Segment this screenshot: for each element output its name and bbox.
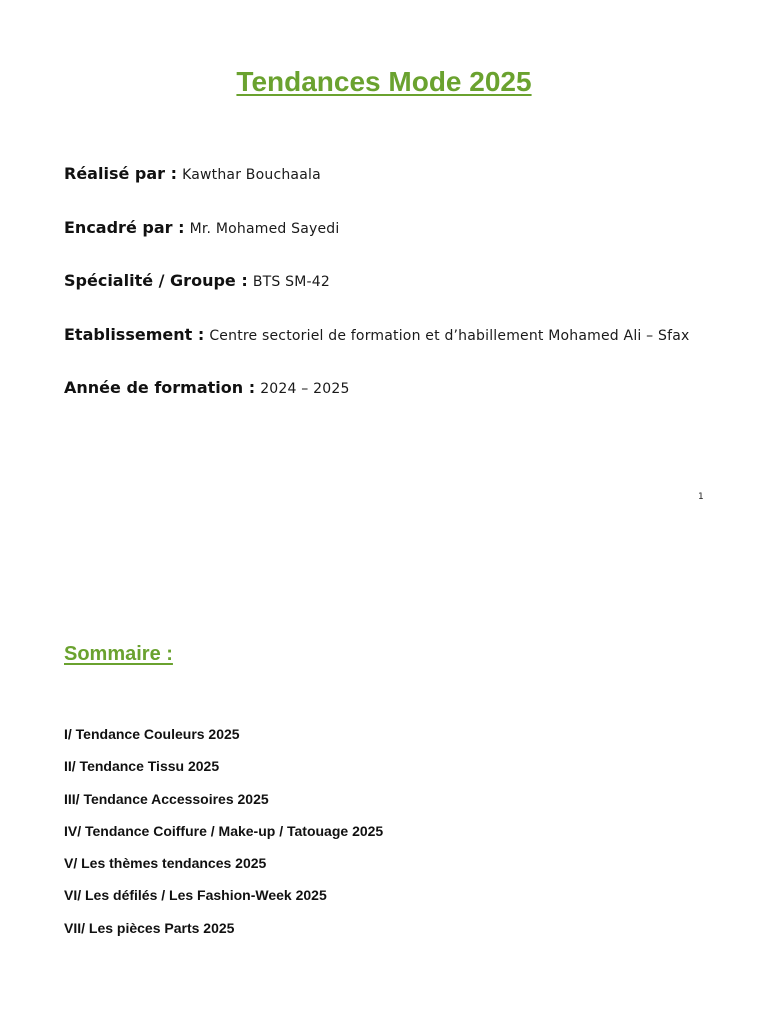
- toc-item: I/ Tendance Couleurs 2025: [64, 726, 240, 742]
- info-row-specialty: [64, 270, 330, 293]
- info-value: 2024 – 2025: [260, 381, 350, 397]
- info-label: Encadré par :: [64, 218, 185, 237]
- toc-item: V/ Les thèmes tendances 2025: [64, 855, 267, 872]
- toc-item: IV/ Tendance Coiffure / Make-up / Tatouage 2025: [64, 822, 384, 839]
- info-value: Kawthar Bouchaala: [182, 167, 321, 183]
- document-title: Tendances Mode 2025: [236, 66, 532, 97]
- toc-item: VI/ Les défilés / Les Fashion-Week 2025: [64, 887, 327, 904]
- sommaire-heading: Sommaire :: [64, 643, 173, 665]
- info-value: Mr. Mohamed Sayedi: [189, 221, 340, 237]
- info-row-institution: [64, 324, 689, 347]
- info-value: BTS SM-42: [252, 274, 330, 290]
- toc-item: II/ Tendance Tissu 2025: [64, 758, 220, 775]
- info-value: Centre sectoriel de formation et d’habillement Mohamed Ali – Sfax: [209, 328, 690, 344]
- info-label: Année de formation :: [64, 378, 256, 397]
- page-number: 1: [698, 492, 704, 502]
- toc-item: III/ Tendance Accessoires 2025: [64, 790, 269, 807]
- info-label: Réalisé par :: [64, 164, 177, 183]
- info-row-author: [64, 163, 321, 186]
- toc-item: VII/ Les pièces Parts 2025: [64, 919, 235, 936]
- info-label: Spécialité / Groupe :: [64, 271, 248, 290]
- info-row-supervisor: [64, 217, 339, 240]
- info-label: Etablissement :: [64, 325, 205, 344]
- table-of-contents: [64, 724, 383, 950]
- info-row-year: [64, 377, 350, 400]
